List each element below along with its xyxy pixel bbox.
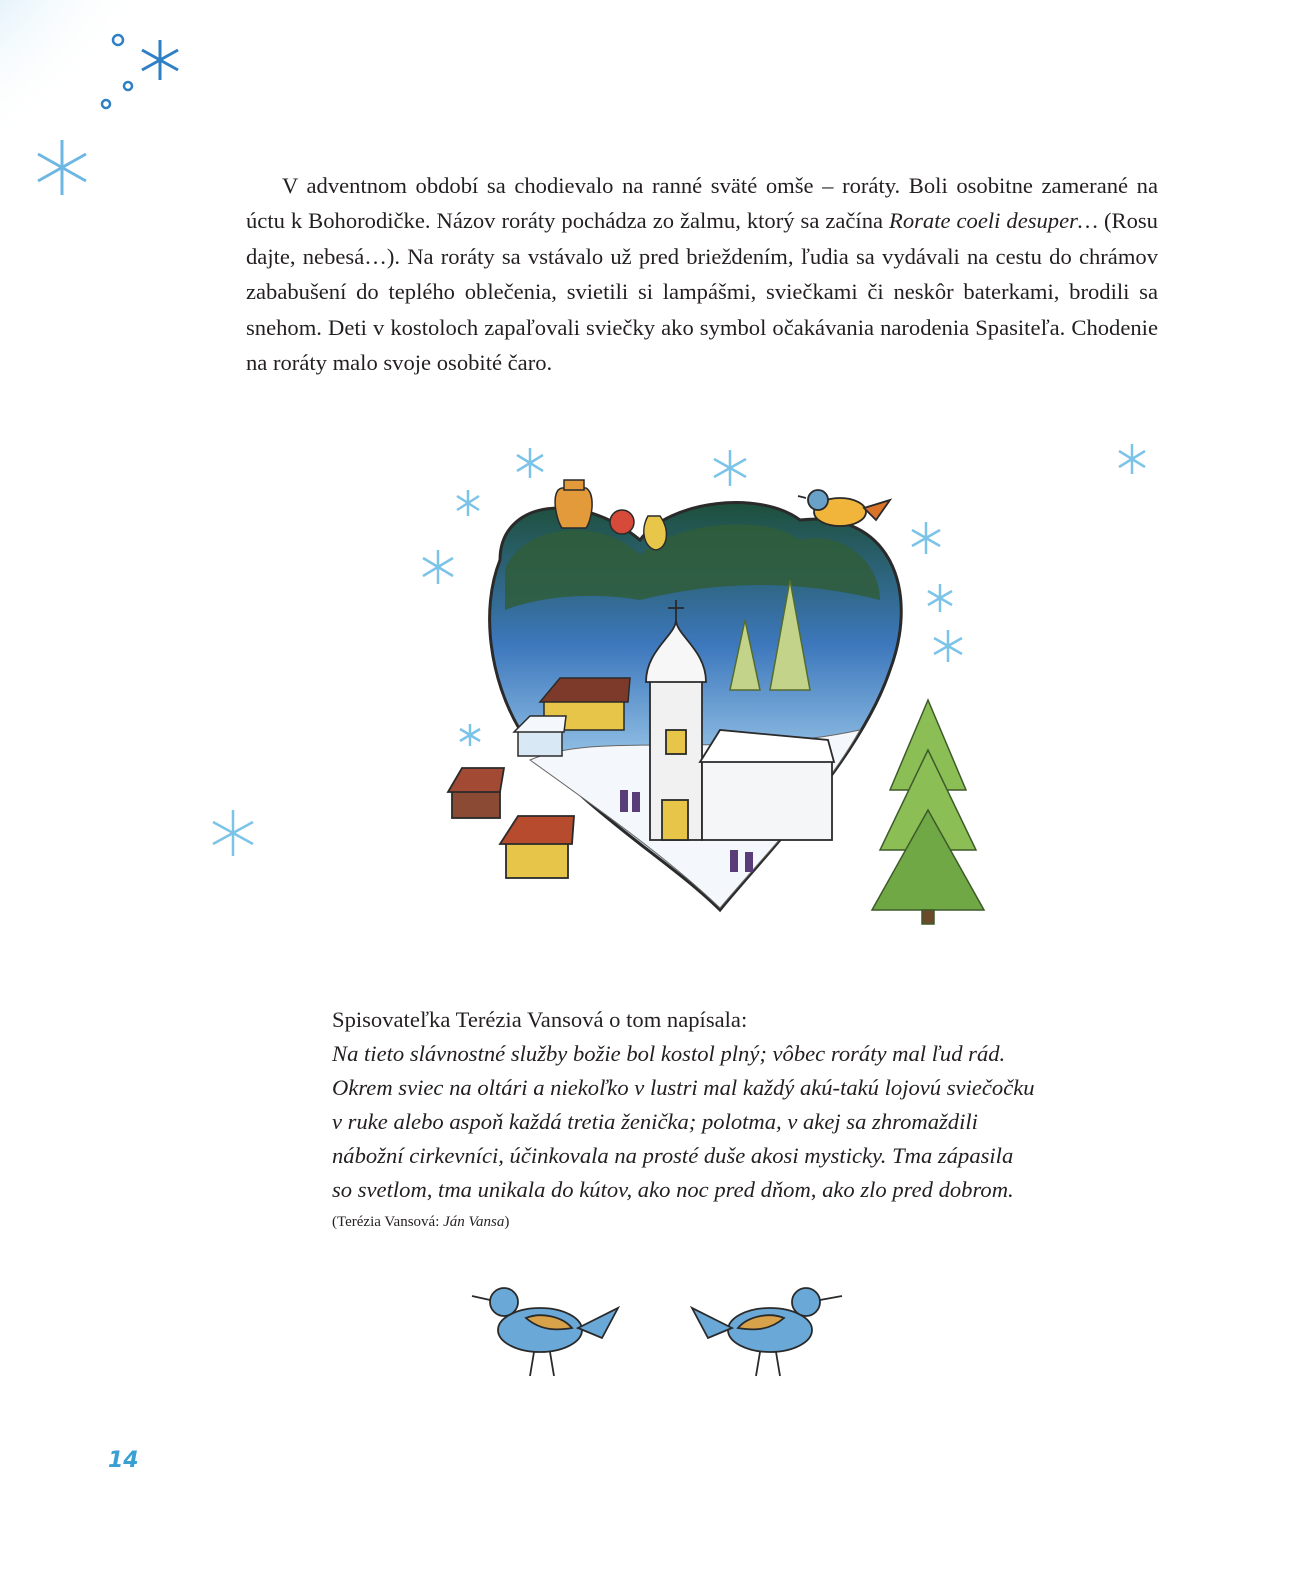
corner-snowflake-splash xyxy=(0,0,220,230)
pear xyxy=(644,516,667,550)
quote-lines xyxy=(332,1037,1152,1207)
source-suffix: ) xyxy=(504,1214,510,1230)
snowflake-icon xyxy=(460,724,480,746)
snowflake-icon xyxy=(934,630,962,662)
snowflake-icon xyxy=(912,522,940,554)
bird-icon xyxy=(472,1288,618,1376)
snowflake-icon xyxy=(213,810,253,856)
snowflake-icon xyxy=(714,450,746,486)
quote-intro: Spisovateľka Terézia Vansová o tom napísala: xyxy=(332,1007,748,1032)
intro-paragraph xyxy=(246,168,1158,380)
source-title: Ján Vansa xyxy=(443,1214,505,1230)
quote-line: v ruke alebo aspoň každá tretia ženička; polotma, v akej sa zhromaždili xyxy=(332,1109,978,1134)
page-number: 14 xyxy=(108,1448,139,1473)
intro-text-2: (Rosu dajte, nebesá…). Na roráty sa vstávalo už pred brieždením, ľudia sa vydávali na cestu do chrámov zababušení do teplého oblečenia, svietili si lampášmi, sviečkami či neskôr baterkami, brodili sa snehom. Deti v kostoloch zapaľovali sviečky ako symbol očakávania narodenia Spasiteľa. Chodenie na roráty malo svoje osobité čaro. xyxy=(246,208,1158,376)
bird-icon xyxy=(692,1288,842,1376)
latin-incipit: Rorate coeli desuper… xyxy=(889,208,1099,234)
quote-line: nábožní cirkevníci, účinkovala na prosté duše akosi mysticky. Tma zápasila xyxy=(332,1143,1014,1168)
jug xyxy=(555,480,592,528)
source-prefix: (Terézia Vansová: xyxy=(332,1214,444,1230)
quote-line: Okrem sviec na oltári a niekoľko v lustri mal každý akú-takú lojovú sviečočku xyxy=(332,1075,1035,1100)
snowflake-icon xyxy=(423,550,453,584)
quote-source xyxy=(332,1211,1152,1233)
intro-text-1: V adventnom období sa chodievalo na ranné sväté omše – roráty. Boli osobitne zamerané na úctu k Bohorodičke. Názov roráty pochádza zo žalmu, ktorý sa začína xyxy=(246,173,1158,234)
quote-block xyxy=(332,1003,1152,1233)
quote-line: Na tieto slávnostné služby božie bol kostol plný; vôbec roráty mal ľud rád. xyxy=(332,1041,1006,1066)
apple xyxy=(610,510,634,534)
snowflake-icon xyxy=(928,584,952,612)
birds-illustration xyxy=(470,1272,870,1400)
snowflake-icon xyxy=(517,448,543,478)
heart-village-illustration xyxy=(200,430,1190,950)
quote-line: so svetlom, tma unikala do kútov, ako noc pred dňom, ako zlo pred dobrom. xyxy=(332,1177,1014,1202)
snowflake-icon xyxy=(1119,444,1145,474)
snowflake-icon xyxy=(457,490,479,516)
fir-tree-icon xyxy=(872,700,984,924)
